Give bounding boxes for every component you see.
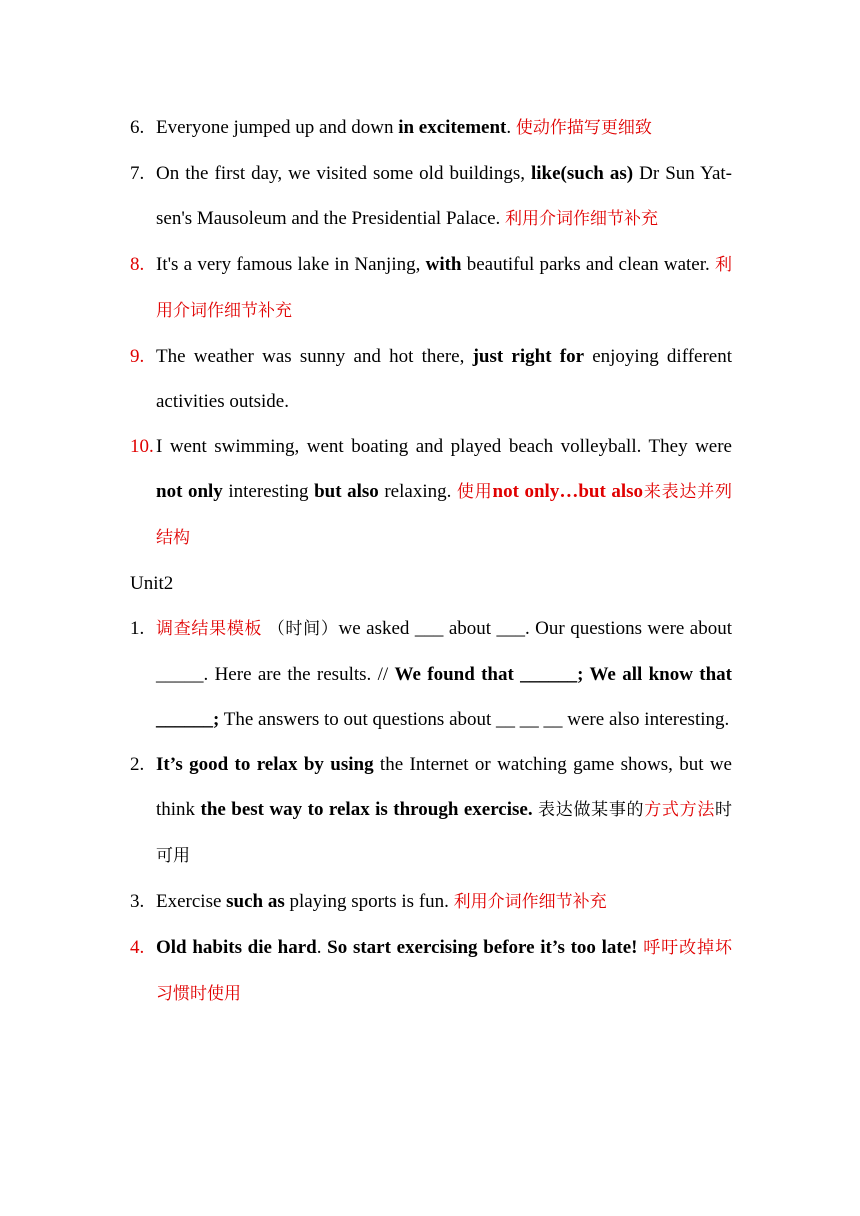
list-item-7 xyxy=(130,151,732,242)
sentence-text: Exercise xyxy=(156,891,227,912)
item-number: 7. xyxy=(130,163,145,184)
chinese-note: 呼吁改掉坏习惯时使用 xyxy=(156,938,733,1004)
chinese-note: 利用介词作细节补充 xyxy=(505,209,659,229)
chinese-note: 使动作描写更细致 xyxy=(515,118,652,138)
item-number: 9. xyxy=(130,346,145,367)
sentence-bold: with xyxy=(425,254,462,275)
sentence-bold: like(such as) xyxy=(531,163,634,184)
chinese-note: 来表达并列结构 xyxy=(156,482,733,548)
item-number: 2. xyxy=(130,754,145,775)
chinese-note: 利用介词作细节补充 xyxy=(156,255,733,321)
sentence-bold: just right for xyxy=(472,346,584,367)
chinese-note: 使用 xyxy=(456,482,493,502)
sentence-text: relaxing. xyxy=(378,481,452,502)
item-number: 8. xyxy=(130,254,145,275)
item-number: 4. xyxy=(130,937,145,958)
sentence-text: we asked ___ about ___. Our questions were about _____. Here are the results. // xyxy=(156,618,733,685)
sentence-text: Everyone jumped up and down xyxy=(156,117,399,138)
list-item-10 xyxy=(130,424,732,561)
chinese-note-highlight: 方式方法 xyxy=(644,800,716,820)
sentence-bold: Old habits die hard xyxy=(156,937,317,958)
sentence-text: interesting xyxy=(222,481,315,502)
item-number: 6. xyxy=(130,117,145,138)
list-item-8 xyxy=(130,242,732,334)
sentence-text: beautiful parks and clean water. xyxy=(461,254,710,275)
chinese-note: 表达做某事的 xyxy=(538,800,645,820)
sentence-bold: It’s good to relax by using xyxy=(156,754,374,775)
sentence-bold: the best way to relax is through exercise. xyxy=(200,799,533,820)
sentence-bold: We found that ______; We all know that ______; xyxy=(156,664,733,730)
item-number: 10. xyxy=(130,436,154,457)
chinese-note-bold: not only…but also xyxy=(492,481,644,502)
sentence-text: . xyxy=(316,937,328,958)
unit2-list-item-3 xyxy=(130,879,732,925)
sentence-text: enjoying different activities outside. xyxy=(156,346,732,412)
sentence-text: the Internet or watching game shows, but we think xyxy=(156,754,732,820)
time-placeholder: （时间） xyxy=(267,619,339,639)
sentence-text: It's a very famous lake in Nanjing, xyxy=(156,254,426,275)
sentence-bold: in excitement xyxy=(398,117,507,138)
sentence-bold: not only xyxy=(156,481,223,502)
sentence-text: The weather was sunny and hot there, xyxy=(156,346,473,367)
sentence-text: . xyxy=(506,117,512,138)
sentence-bold: but also xyxy=(314,481,379,502)
sentence-text: playing sports is fun. xyxy=(284,891,449,912)
sentence-text: Dr Sun Yat-sen's Mausoleum and the Presidential Palace. xyxy=(156,163,732,229)
chinese-note: 时可用 xyxy=(156,800,733,866)
sentence-text: On the first day, we visited some old buildings, xyxy=(156,163,531,184)
document-body xyxy=(130,105,732,1017)
chinese-note: 调查结果模板 xyxy=(156,619,263,639)
sentence-bold: such as xyxy=(226,891,285,912)
item-number: 1. xyxy=(130,618,145,639)
sentence-text: I went swimming, went boating and played beach volleyball. They were xyxy=(156,436,732,457)
chinese-note: 利用介词作细节补充 xyxy=(453,892,607,912)
sentence-bold: So start exercising before it’s too late! xyxy=(327,937,638,958)
section-heading: Unit2 xyxy=(130,573,174,594)
sentence-text: The answers to out questions about __ __ __ were also interesting. xyxy=(219,709,730,730)
unit2-list-item-2 xyxy=(130,742,732,879)
list-item-6 xyxy=(130,105,732,151)
unit2-list-item-4 xyxy=(130,925,732,1017)
unit2-list-item-1 xyxy=(130,606,732,742)
item-number: 3. xyxy=(130,891,145,912)
list-item-9 xyxy=(130,334,732,424)
